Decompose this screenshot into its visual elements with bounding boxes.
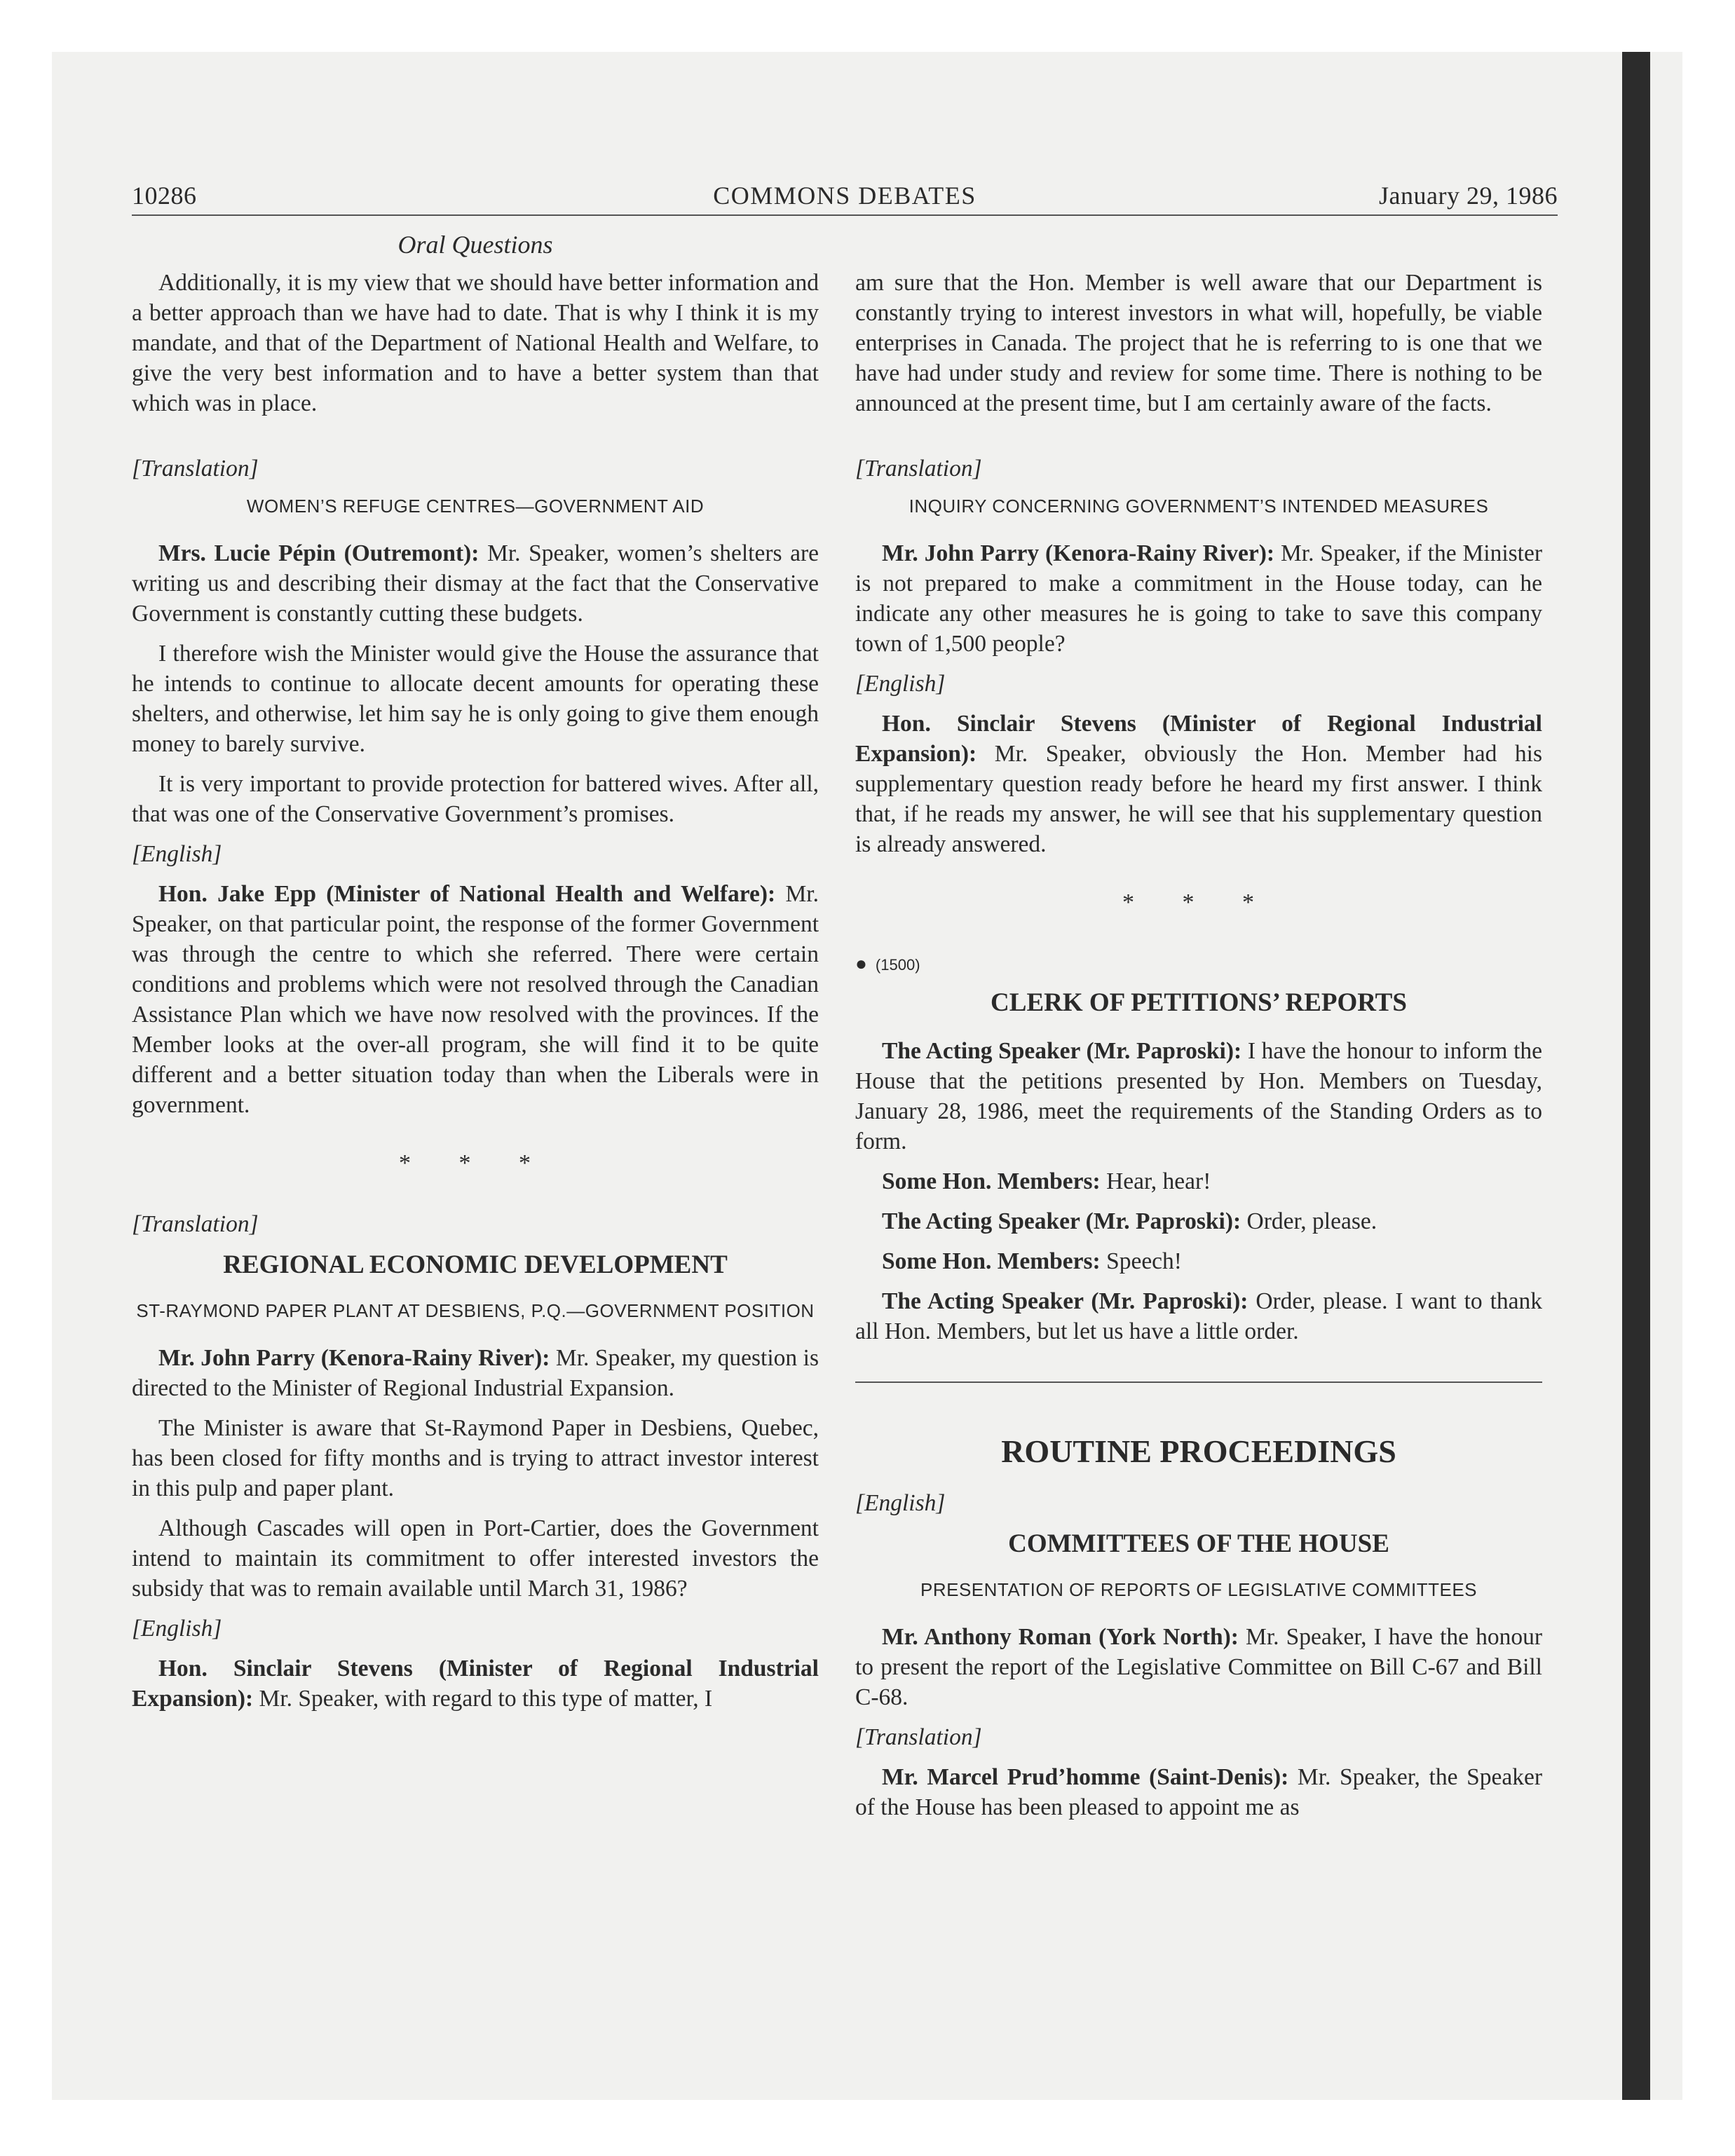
paragraph <box>132 1343 819 1403</box>
divider <box>855 1381 1542 1383</box>
paragraph <box>132 538 819 629</box>
subheading: PRESENTATION OF REPORTS OF LEGISLATIVE COMMITTEES <box>920 1579 1477 1600</box>
speaker-name: Mr. John Parry (Kenora-Rainy River): <box>882 540 1275 566</box>
speaker-name: Some Hon. Members: <box>882 1168 1101 1194</box>
major-heading: ROUTINE PROCEEDINGS <box>1001 1433 1396 1469</box>
speech-text: Mr. Speaker, if the Minister is not prepared to make a commitment in the House today, can he indicate any other measures he is going to take to save this company town of 1,500 people? <box>855 540 1542 657</box>
paragraph: Additionally, it is my view that we should have better information and a better approach than we have had to date. That is why I think it is my mandate, and that of the Department of National Health and Welfare, to give the very best information and to have a better system than that which was in place. <box>132 270 819 416</box>
language-tag: [Translation] <box>855 456 982 482</box>
speech-text: Mr. Speaker, on that particular point, the response of the former Government was through the centre to which she referred. There were certain conditions and problems which were not resolved through the Canadian Assistance Plan which we have now resolved with the provinces. If the Member looks at the over-all program, she will find it to be quite different and a better situation today than when the Liberals were in government. <box>132 881 819 1118</box>
speaker-name: The Acting Speaker (Mr. Paproski): <box>882 1288 1248 1314</box>
speaker-name: The Acting Speaker (Mr. Paproski): <box>882 1038 1242 1064</box>
section-separator: * * * <box>1122 889 1275 915</box>
language-tag: [Translation] <box>132 1211 259 1237</box>
right-column <box>855 268 1542 1832</box>
paragraph <box>855 1166 1542 1196</box>
speaker-name: The Acting Speaker (Mr. Paproski): <box>882 1208 1241 1234</box>
paragraph: I therefore wish the Minister would give the House the assurance that he intends to continue to allocate decent amounts for operating these shelters, and otherwise, let him say he is only going to give them enough money to barely survive. <box>132 641 819 757</box>
speech-text: Order, please. I want to thank all Hon. Members, but let us have a little order. <box>855 1288 1542 1344</box>
speech-text: Hear, hear! <box>1106 1168 1211 1194</box>
paragraph <box>855 1286 1542 1346</box>
publication-date: January 29, 1986 <box>1379 182 1558 210</box>
paragraph <box>132 1653 819 1714</box>
time-marker <box>855 948 1542 980</box>
speaker-name: Some Hon. Members: <box>882 1248 1101 1274</box>
speaker-name: Mr. John Parry (Kenora-Rainy River): <box>158 1345 550 1371</box>
speaker-name: Hon. Jake Epp (Minister of National Health and Welfare): <box>158 881 776 907</box>
speaker-name: Mr. Marcel Prud’homme (Saint-Denis): <box>882 1764 1289 1790</box>
subheading: ST-RAYMOND PAPER PLANT AT DESBIENS, P.Q.—GOVERNMENT POSITION <box>136 1300 815 1321</box>
paragraph <box>132 879 819 1120</box>
paragraph <box>855 1036 1542 1157</box>
paragraph <box>855 1206 1542 1236</box>
section-heading: REGIONAL ECONOMIC DEVELOPMENT <box>223 1250 728 1279</box>
paragraph: The Minister is aware that St-Raymond Paper in Desbiens, Quebec, has been closed for fifty months and is trying to attract investor interest in this pulp and paper plant. <box>132 1415 819 1501</box>
page-number: 10286 <box>132 182 197 210</box>
speech-text: Order, please. <box>1246 1208 1377 1234</box>
speaker-name: Mr. Anthony Roman (York North): <box>882 1624 1239 1650</box>
language-tag: [English] <box>855 671 946 697</box>
section-separator: * * * <box>399 1150 552 1176</box>
language-tag: [Translation] <box>855 1724 982 1750</box>
speaker-name: Hon. Sinclair Stevens (Minister of Regional Industrial Expansion): <box>855 711 1542 767</box>
paragraph <box>855 1622 1542 1712</box>
section-heading: CLERK OF PETITIONS’ REPORTS <box>991 988 1407 1017</box>
speaker-name: Mrs. Lucie Pépin (Outremont): <box>158 540 479 566</box>
page-header <box>132 179 1558 216</box>
speech-text: Mr. Speaker, my question is directed to the Minister of Regional Industrial Expansion. <box>132 1345 819 1401</box>
section-label: Oral Questions <box>397 231 553 259</box>
speech-text: Mr. Speaker, women’s shelters are writing us and describing their dismay at the fact that the Conservative Government is constantly cutting these budgets. <box>132 540 819 627</box>
speech-text: Mr. Speaker, I have the honour to present the report of the Legislative Committee on Bill C-67 and Bill C-68. <box>855 1624 1542 1710</box>
speech-text: I have the honour to inform the House that the petitions presented by Hon. Members on Tuesday, January 28, 1986, meet the requirements of the Standing Orders as to form. <box>855 1038 1542 1154</box>
language-tag: [Translation] <box>132 456 259 482</box>
language-tag: [English] <box>132 841 222 867</box>
paragraph <box>855 538 1542 659</box>
paragraph: It is very important to provide protection for battered wives. After all, that was one of the Conservative Government’s promises. <box>132 771 819 827</box>
paragraph <box>855 1246 1542 1276</box>
paragraph: Although Cascades will open in Port-Cartier, does the Government intend to maintain its commitment to offer interested investors the subsidy that was to remain available until March 31, 1986? <box>132 1515 819 1602</box>
speaker-name: Hon. Sinclair Stevens (Minister of Regional Industrial Expansion): <box>132 1656 819 1712</box>
speech-text: Speech! <box>1106 1248 1182 1274</box>
scan-edge-shadow <box>1622 52 1650 2100</box>
publication-title: COMMONS DEBATES <box>713 182 977 210</box>
time-marker-text: (1500) <box>875 956 920 974</box>
bullet-icon: ● <box>855 953 867 974</box>
speech-text: Mr. Speaker, obviously the Hon. Member had his supplementary question ready before he heard my first answer. I think that, if he reads my answer, he will see that his supplementary question is already answered. <box>855 741 1542 857</box>
subheading: WOMEN’S REFUGE CENTRES—GOVERNMENT AID <box>246 496 705 517</box>
section-heading: COMMITTEES OF THE HOUSE <box>1008 1529 1389 1558</box>
paragraph <box>855 709 1542 859</box>
subheading: INQUIRY CONCERNING GOVERNMENT’S INTENDED MEASURES <box>909 496 1489 517</box>
language-tag: [English] <box>855 1490 946 1516</box>
left-column <box>132 268 819 1724</box>
speech-text: Mr. Speaker, the Speaker of the House has been pleased to appoint me as <box>855 1764 1542 1820</box>
paragraph: am sure that the Hon. Member is well aware that our Department is constantly trying to interest investors in what will, hopefully, be viable enterprises in Canada. The project that he is referring to is one that we have had under study and review for some time. There is nothing to be announced at the present time, but I am certainly aware of the facts. <box>855 270 1542 416</box>
paragraph <box>855 1762 1542 1822</box>
speech-text: Mr. Speaker, with regard to this type of matter, I <box>259 1686 713 1712</box>
language-tag: [English] <box>132 1616 222 1642</box>
